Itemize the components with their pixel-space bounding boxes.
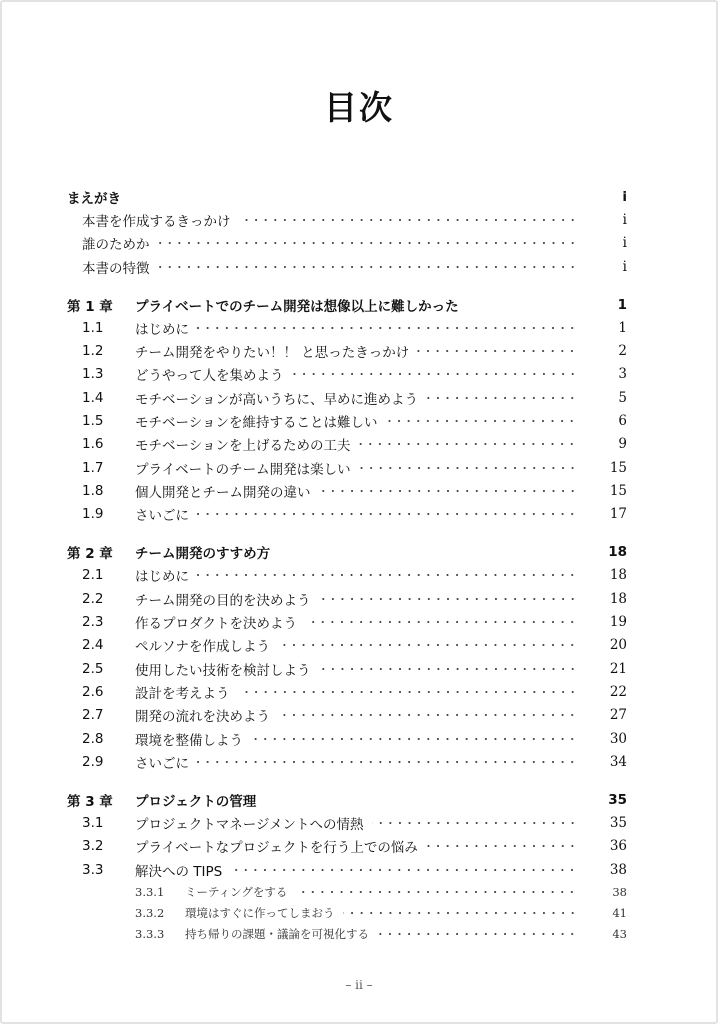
- entry-title: モチベーションが高いうちに、早めに進めよう: [135, 391, 418, 408]
- toc-entry-section[interactable]: [67, 835, 627, 858]
- toc-entry-section[interactable]: [67, 386, 627, 409]
- entry-title: 作るプロダクトを決めよう: [135, 616, 297, 633]
- entry-number: 1.3: [82, 366, 104, 383]
- entry-title: まえがき: [67, 190, 121, 207]
- entry-number: 1.1: [82, 319, 104, 336]
- entry-title: モチベーションを上げるための工夫: [135, 438, 351, 455]
- dot-leader: [343, 908, 578, 918]
- dot-leader: [467, 300, 577, 310]
- dot-leader: [385, 416, 577, 426]
- entry-page: 20: [609, 637, 627, 654]
- entry-page: 1: [617, 296, 627, 313]
- entry-number: 2.4: [82, 637, 104, 654]
- entry-title: 持ち帰りの課題・議論を可視化する: [185, 926, 369, 941]
- toc-entry-subsection[interactable]: [67, 902, 627, 923]
- entry-number: 1.9: [82, 506, 104, 523]
- entry-title: はじめに: [135, 321, 189, 338]
- dot-leader: [251, 734, 577, 744]
- toc-entry-section[interactable]: [67, 704, 627, 727]
- entry-number: 2.7: [82, 707, 104, 724]
- entry-title: 開発の流れを決めよう: [135, 709, 270, 726]
- dot-leader: [278, 710, 577, 720]
- entry-title: 解決への TIPS: [135, 863, 223, 880]
- entry-page: 15: [609, 482, 627, 499]
- dot-leader: [426, 841, 577, 851]
- entry-number: 3.2: [82, 838, 104, 855]
- entry-page: 35: [608, 791, 627, 808]
- toc-entry-section[interactable]: [67, 587, 627, 610]
- entry-title: どうやって人を集めよう: [135, 368, 284, 385]
- dot-leader: [197, 757, 577, 767]
- toc-entry-section[interactable]: [67, 564, 627, 587]
- page-number-footer: – ii –: [345, 978, 373, 992]
- dot-leader: [319, 664, 578, 674]
- entry-title: プライベートのチーム開発は楽しい: [135, 461, 351, 478]
- entry-number: 2.6: [82, 683, 104, 700]
- entry-page: 9: [618, 436, 627, 453]
- toc-entry-section[interactable]: [67, 479, 627, 502]
- entry-title: 環境はすぐに作ってしまおう: [185, 905, 335, 920]
- entry-title: チーム開発をやりたい！！ と思ったきっかけ: [135, 345, 410, 362]
- dot-leader: [238, 687, 578, 697]
- entry-number: 1.4: [82, 389, 104, 406]
- entry-page: 34: [609, 753, 627, 770]
- dot-leader: [197, 509, 577, 519]
- entry-title: 本書を作成するきっかけ: [82, 213, 231, 230]
- entry-page: 30: [609, 730, 627, 747]
- toc-entry-subsection[interactable]: [67, 881, 627, 902]
- dot-leader: [278, 547, 577, 557]
- entry-title: プロジェクトマネージメントへの情熱: [135, 817, 364, 834]
- entry-page: 38: [612, 884, 627, 899]
- entry-number: 2.1: [82, 567, 104, 584]
- toc-entry-section[interactable]: [67, 503, 627, 526]
- entry-page: 1: [618, 319, 627, 336]
- toc-entry-section[interactable]: [67, 409, 627, 432]
- toc-entry-section[interactable]: [67, 456, 627, 479]
- entry-page: 41: [612, 905, 627, 920]
- dot-leader: [292, 369, 578, 379]
- toc-entry-section[interactable]: [67, 316, 627, 339]
- entry-number: 3.3: [82, 861, 104, 878]
- entry-title: プロジェクトの管理: [135, 793, 257, 810]
- toc-entry-section[interactable]: [67, 811, 627, 834]
- dot-leader: [158, 262, 578, 272]
- entry-page: 36: [609, 838, 627, 855]
- entry-number: 2.9: [82, 753, 104, 770]
- entry-page: 43: [612, 926, 627, 941]
- toc-entry-section[interactable]: [67, 610, 627, 633]
- toc-entry-chapter[interactable]: [67, 293, 627, 316]
- entry-page: 38: [609, 861, 627, 878]
- toc-entry-section[interactable]: [67, 339, 627, 362]
- entry-number: 1.7: [82, 459, 104, 476]
- entry-title: プライベートなプロジェクトを行う上での悩み: [135, 840, 418, 857]
- toc-entry-section[interactable]: [67, 634, 627, 657]
- toc-entry-section[interactable]: [67, 255, 627, 278]
- toc-title: 目次: [324, 88, 394, 127]
- entry-title: さいごに: [135, 508, 189, 525]
- dot-leader: [319, 594, 578, 604]
- entry-page: 15: [609, 459, 627, 476]
- entry-title: プライベートでのチーム開発は想像以上に難しかった: [135, 298, 459, 315]
- entry-number: 第 2 章: [67, 546, 113, 563]
- entry-title: モチベーションを維持することは難しい: [135, 415, 378, 431]
- entry-title: 使用したい技術を検討しよう: [135, 662, 311, 679]
- entry-page: 6: [618, 413, 627, 429]
- dot-leader: [377, 929, 577, 939]
- entry-title: ペルソナを作成しよう: [135, 639, 270, 656]
- entry-page: 21: [609, 660, 627, 677]
- entry-number: 3.1: [82, 815, 104, 832]
- entry-title: 誰のためか: [82, 237, 150, 254]
- entry-page: 3: [618, 366, 627, 383]
- entry-number: 第 1 章: [67, 298, 113, 315]
- dot-leader: [358, 439, 577, 449]
- toc-entry-section[interactable]: [67, 363, 627, 386]
- toc-entry-section[interactable]: [67, 232, 627, 255]
- toc-entry-chapter[interactable]: [67, 185, 627, 208]
- entry-number: 1.2: [82, 343, 104, 360]
- entry-number: 第 3 章: [67, 793, 113, 810]
- entry-title: 本書の特徴: [82, 260, 150, 277]
- entry-page: 18: [609, 590, 627, 607]
- entry-page: 35: [609, 815, 627, 832]
- entry-number: 3.3.1: [135, 884, 165, 899]
- entry-page: 27: [609, 707, 627, 724]
- toc-entry-section[interactable]: [67, 208, 627, 231]
- entry-page: 19: [609, 614, 627, 631]
- toc-entry-section[interactable]: [67, 680, 627, 703]
- entry-number: 3.3.3: [135, 926, 165, 941]
- toc-entry-section[interactable]: [67, 750, 627, 773]
- toc-entry-section[interactable]: [67, 727, 627, 750]
- entry-page: 5: [618, 389, 627, 406]
- entry-page: i: [622, 235, 627, 252]
- dot-leader: [230, 865, 577, 875]
- entry-page: 22: [609, 683, 627, 700]
- entry-number: 1.8: [82, 482, 104, 499]
- toc-entry-section[interactable]: [67, 657, 627, 680]
- entry-page: 18: [608, 544, 627, 561]
- entry-title: さいごに: [135, 755, 189, 772]
- toc-entry-subsection[interactable]: [67, 923, 627, 944]
- entry-title: 環境を整備しよう: [135, 732, 243, 749]
- entry-page: i: [622, 188, 627, 205]
- entry-number: 3.3.2: [135, 905, 165, 920]
- dot-leader: [359, 463, 577, 473]
- dot-leader: [295, 887, 577, 897]
- dot-leader: [264, 795, 577, 805]
- table-of-contents: [67, 185, 627, 944]
- entry-page: 17: [609, 506, 627, 523]
- entry-number: 1.6: [82, 436, 104, 453]
- dot-leader: [239, 215, 578, 225]
- toc-entry-section[interactable]: [67, 858, 627, 881]
- toc-entry-chapter[interactable]: [67, 788, 627, 811]
- entry-page: i: [622, 258, 627, 275]
- toc-entry-chapter[interactable]: [67, 541, 627, 564]
- entry-title: 設計を考えよう: [135, 685, 230, 702]
- entry-number: 1.5: [82, 413, 104, 429]
- toc-entry-section[interactable]: [67, 433, 627, 456]
- dot-leader: [319, 486, 578, 496]
- dot-leader: [197, 323, 577, 333]
- dot-leader: [129, 192, 577, 202]
- dot-leader: [197, 570, 577, 580]
- dot-leader: [305, 617, 577, 627]
- entry-page: 2: [618, 343, 627, 360]
- entry-title: ミーティングをする: [185, 884, 288, 899]
- dot-leader: [372, 818, 577, 828]
- dot-leader: [278, 640, 577, 650]
- entry-title: はじめに: [135, 569, 189, 586]
- entry-page: 18: [609, 567, 627, 584]
- entry-page: i: [622, 211, 627, 228]
- entry-number: 2.5: [82, 660, 104, 677]
- entry-number: 2.3: [82, 614, 104, 631]
- dot-leader: [417, 346, 577, 356]
- entry-title: チーム開発の目的を決めよう: [135, 592, 311, 609]
- entry-number: 2.8: [82, 730, 104, 747]
- entry-title: チーム開発のすすめ方: [135, 546, 271, 563]
- entry-number: 2.2: [82, 590, 104, 607]
- entry-title: 個人開発とチーム開発の違い: [135, 484, 311, 501]
- dot-leader: [426, 393, 577, 403]
- dot-leader: [158, 238, 578, 248]
